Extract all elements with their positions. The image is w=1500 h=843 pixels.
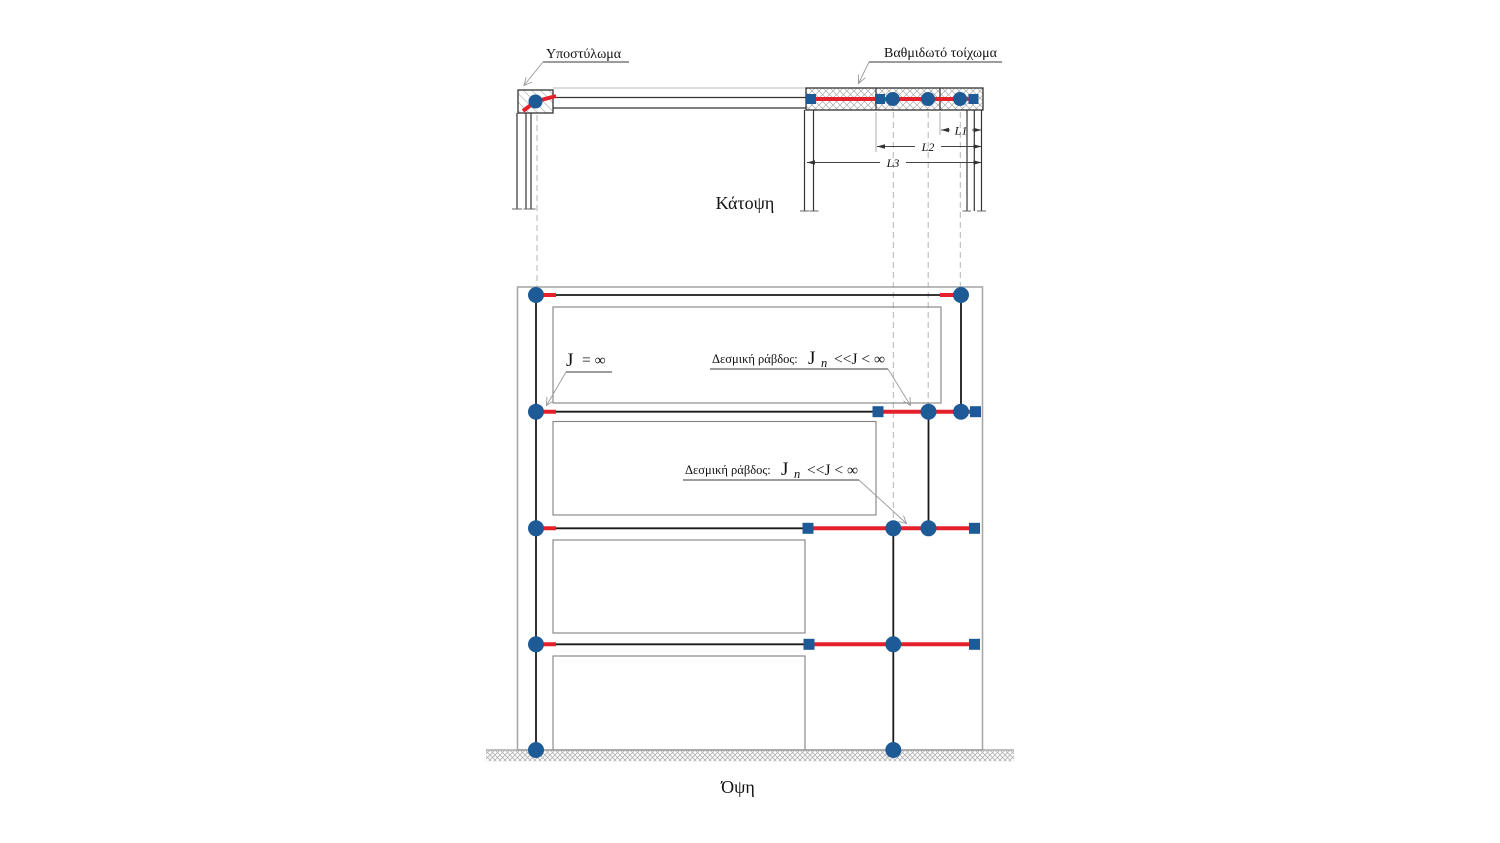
plan-title: Κάτοψη: [715, 193, 775, 213]
tie-rod-label-prefix: Δεσμική ράβδος:: [712, 352, 798, 366]
wall-label: Βαθμιδωτό τοίχωμα: [884, 46, 997, 61]
tie-rod-label-j: J: [808, 348, 816, 369]
node-circle: [528, 287, 544, 303]
base-node-circle: [885, 742, 901, 758]
dimension-arrowhead: [941, 128, 949, 132]
rigid-j-leader: [547, 372, 567, 406]
tie-end-square: [875, 94, 885, 104]
ground: [486, 750, 1014, 761]
node-circle: [953, 287, 969, 303]
plan-beam-lines: [553, 98, 806, 109]
dimension-label: L2: [921, 140, 935, 154]
tie-rod-label-sub: n: [821, 356, 828, 370]
node-circle: [953, 92, 967, 106]
tie-rod-label-prefix: Δεσμική ράβδος:: [685, 463, 771, 477]
dimension-label: L3: [886, 156, 900, 170]
story-opening: [553, 656, 805, 750]
node-circle: [921, 520, 937, 536]
dimension-label: L1: [954, 123, 968, 138]
projection-dashed-lines: [537, 112, 960, 522]
tie-rod-annotation-2: [683, 459, 907, 524]
node-circle: [921, 404, 937, 420]
rigid-j-label: J: [566, 350, 574, 371]
tie-end-square: [804, 639, 815, 650]
column-label-leader: [524, 62, 543, 86]
tie-rod-label-j: J: [781, 459, 789, 480]
node-circle: [528, 520, 544, 536]
tie-rod-leader: [859, 480, 907, 524]
column-label: Υποστύλωμα: [546, 47, 622, 62]
node-circle: [528, 404, 544, 420]
elevation-title: Όψη: [721, 777, 755, 797]
rigid-j-annotation: [547, 350, 613, 406]
node-circle: [921, 92, 935, 106]
node-circle: [528, 636, 544, 652]
tie-end-square: [803, 523, 814, 534]
column-annotation: [524, 47, 629, 86]
node-circle: [953, 404, 969, 420]
node-circle: [885, 520, 901, 536]
tie-end-square: [873, 406, 884, 417]
ground-hatch: [486, 751, 1014, 762]
tie-end-square: [806, 94, 816, 104]
tie-rod-label-rest: <<J < ∞: [807, 462, 859, 479]
tie-end-square: [970, 406, 981, 417]
tie-end-square: [969, 639, 980, 650]
dimension-arrowhead: [974, 128, 982, 132]
story-opening: [553, 540, 805, 633]
node-circle: [886, 92, 900, 106]
tie-rod-annotation-1: [710, 348, 911, 406]
dimension-l3: [807, 156, 982, 170]
wall-label-leader: [859, 62, 870, 84]
dimension-arrowhead: [974, 160, 982, 164]
tie-rod-label-sub: n: [794, 467, 801, 481]
base-node-circle: [528, 742, 544, 758]
tie-rod-leader: [888, 369, 911, 406]
dimension-arrowhead: [877, 144, 885, 148]
tie-end-square: [969, 94, 979, 104]
tie-rod-label-rest: <<J < ∞: [834, 351, 886, 368]
elevation-view: [486, 287, 1014, 797]
node-circle: [529, 95, 543, 109]
rigid-j-label-rest: = ∞: [582, 352, 606, 369]
dimension-arrowhead: [974, 144, 982, 148]
dimension-arrowhead: [807, 160, 815, 164]
tie-end-square: [969, 523, 980, 534]
wall-annotation: [858, 46, 1002, 84]
node-circle: [885, 636, 901, 652]
